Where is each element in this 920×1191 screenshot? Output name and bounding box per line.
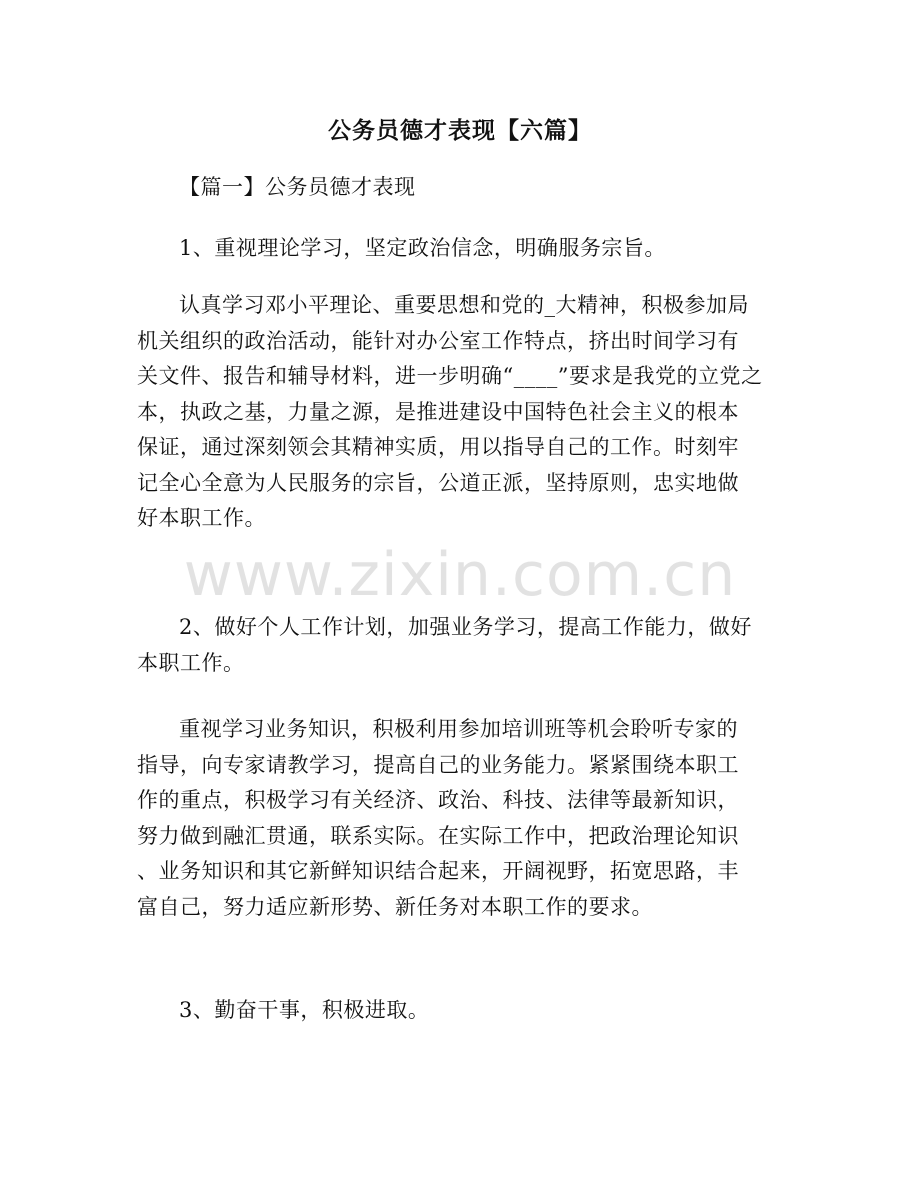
text-line: 好本职工作。 bbox=[137, 506, 266, 530]
text-line: 、业务知识和其它新鲜知识结合起来，开阔视野，拓宽思路，丰 bbox=[137, 859, 739, 883]
text-line: 指导，向专家请教学习，提高自己的业务能力。紧紧围绕本职工 bbox=[137, 752, 739, 777]
watermark: www.zixin.com.cn bbox=[183, 540, 737, 610]
text-line: 认真学习邓小平理论、重要思想和党的_大精神，积极参加局 bbox=[179, 293, 749, 317]
item-3-heading: 3、勤奋干事，积极进取。 bbox=[179, 998, 430, 1022]
text-line: 本职工作。 bbox=[137, 650, 245, 675]
text-line: 作的重点，积极学习有关经济、政治、科技、法律等最新知识， bbox=[137, 788, 739, 812]
item-1-heading: 1、重视理论学习，坚定政治信念，明确服务宗旨。 bbox=[179, 236, 666, 260]
text-line: 重视学习业务知识，积极利用参加培训班等机会聆听专家的 bbox=[179, 717, 738, 741]
text-line: 记全心全意为人民服务的宗旨，公道正派，坚持原则，忠实地做 bbox=[137, 470, 739, 495]
text-line: 努力做到融汇贯通，联系实际。在实际工作中，把政治理论知识 bbox=[137, 823, 739, 848]
text-line: 机关组织的政治活动，能针对办公室工作特点，挤出时间学习有 bbox=[137, 328, 739, 353]
text-line: 关文件、报告和辅导材料，进一步明确“____”要求是我党的立党之 bbox=[137, 364, 763, 388]
text-line: 保证，通过深刻领会其精神实质，用以指导自己的工作。时刻牢 bbox=[137, 435, 739, 459]
text-line: 本，执政之基，力量之源，是推进建设中国特色社会主义的根本 bbox=[137, 399, 739, 424]
item-2-body bbox=[137, 712, 787, 925]
section-heading: 【篇一】公务员德才表现 bbox=[179, 175, 416, 199]
item-2-heading bbox=[137, 610, 787, 681]
document-title: 公务员德才表现【六篇】 bbox=[328, 117, 592, 144]
text-line: 富自己，努力适应新形势、新任务对本职工作的要求。 bbox=[137, 894, 653, 919]
text-line: 2、做好个人工作计划，加强业务学习，提高工作能力，做好 bbox=[179, 615, 752, 639]
item-1-body bbox=[137, 288, 787, 537]
